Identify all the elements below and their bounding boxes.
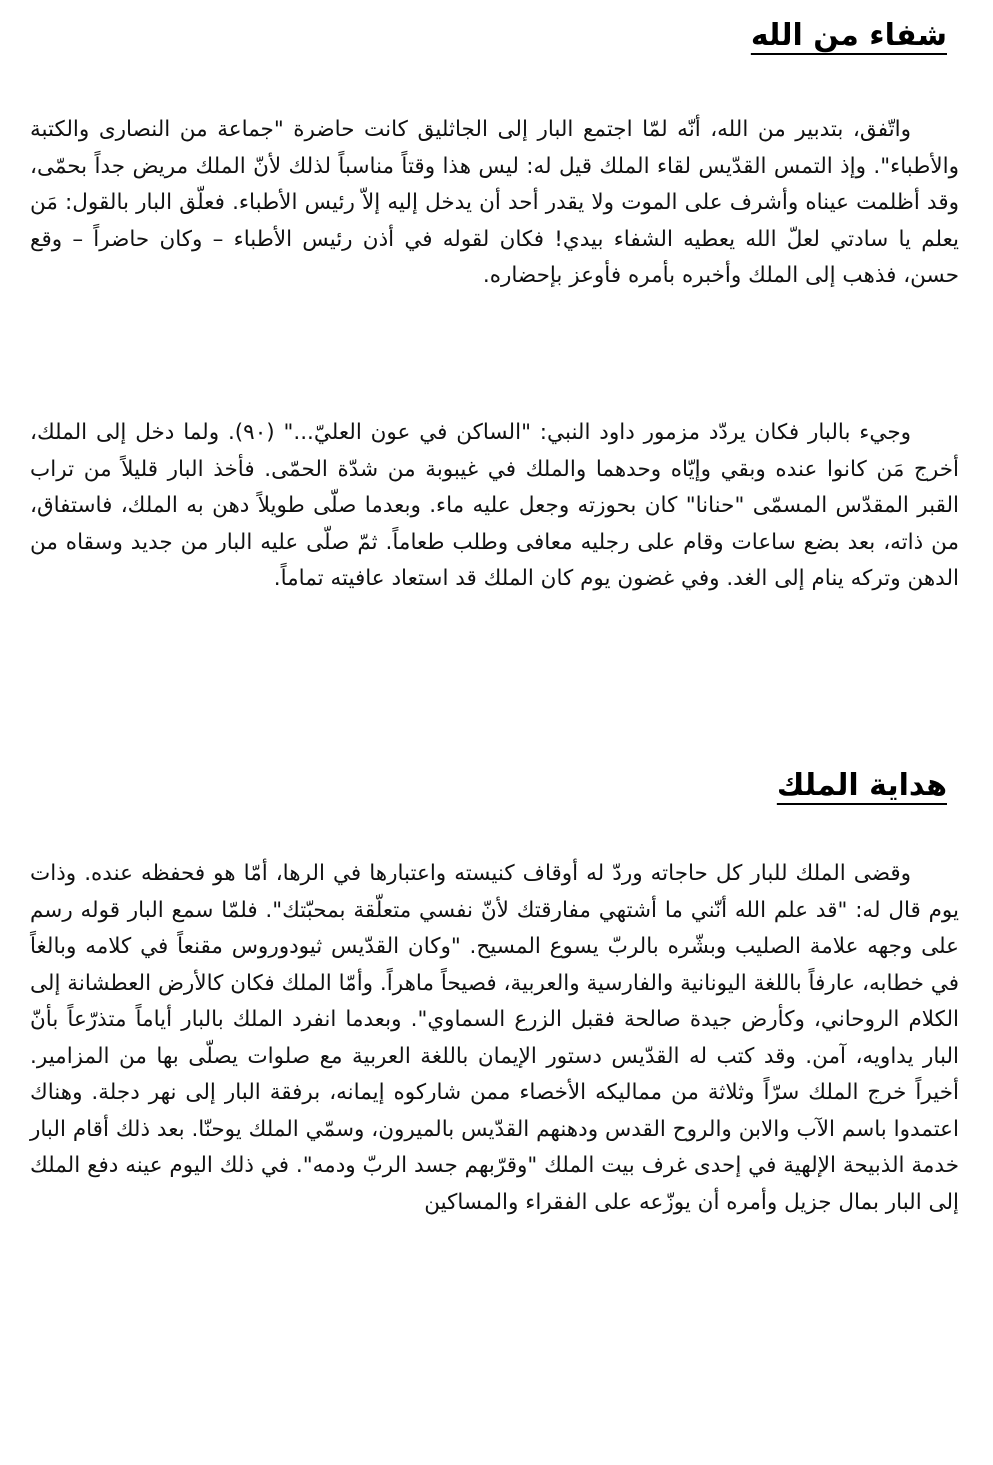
paragraph <box>30 856 959 1221</box>
paragraph <box>30 415 959 598</box>
section-heading: شفاء من الله <box>750 18 947 53</box>
paragraph-text: واتّفق، بتدبير من الله، أنّه لمّا اجتمع البار إلى الجاثليق كانت حاضرة "جماعة من النصارى والكتبة والأطباء". وإذ التمس القدّيس لقاء الملك قيل له: ليس هذا وقتاً مناسباً لذلك لأنّ الملك مريض جداً بحمّى، وقد أظلمت عيناه وأشرف على الموت ولا يقدر أحد أن يدخل إليه إلاّ رئيس الأطباء. فعلّق البار بالقول: مَن يعلم يا سادتي لعلّ الله يعطيه الشفاء بيدي! فكان لقوله في أذن رئيس الأطباء – وكان حاضراً – وقع حسن، فذهب إلى الملك وأخبره بأمره فأوعز بإحضاره. <box>30 117 959 288</box>
paragraph-text: وجيء بالبار فكان يردّد مزمور داود النبي: "الساكن في عون العليّ..." (٩٠). ولما دخل إلى الملك، أخرج مَن كانوا عنده وبقي وإيّاه وحدهما والملك في غيبوبة من شدّة الحمّى. فأخذ البار قليلاً من تراب القبر المقدّس المسمّى "حنانا" كان بحوزته وجعل عليه ماء. وبعدما صلّى طويلاً دهن به الملك، فاستفاق، من ذاته، بعد بضع ساعات وقام على رجليه معافى وطلب طعاماً. ثمّ صلّى عليه البار من جديد وسقاه من الدهن وتركه ينام إلى الغد. وفي غضون يوم كان الملك قد استعاد عافيته تماماً. <box>30 420 959 591</box>
paragraph-text: وقضى الملك للبار كل حاجاته وردّ له أوقاف كنيسته واعتبارها في الرها، أمّا هو فحفظه عنده. وذات يوم قال له: "قد علم الله أنّني ما أشتهي مفارقتك لأنّ نفسي متعلّقة بمحبّتك". فلمّا سمع البار قوله رسم على وجهه علامة الصليب وبشّره بالربّ يسوع المسيح. "وكان القدّيس ثيودوروس مقنعاً في كلامه وبالغاً في خطابه، عارفاً باللغة اليونانية والفارسية والعربية، فصيحاً ماهراً. وأمّا الملك فكان كالأرض العطشانة إلى الكلام الروحاني، وكأرض جيدة صالحة فقبل الزرع السماوي". وبعدما انفرد الملك بالبار أياماً متذرّعاً بأنّ البار يداويه، آمن. وقد كتب له القدّيس دستور الإيمان باللغة العربية مع صلوات يصلّى بها من المزامير. أخيراً خرج الملك سرّاً وثلاثة من مماليكه الأخصاء ممن شاركوه إيمانه، برفقة البار إلى نهر دجلة. وهناك اعتمدوا باسم الآب والابن والروح القدس ودهنهم القدّيس بالميرون، وسمّي الملك يوحنّا. بعد ذلك أقام البار خدمة الذبيحة الإلهية في إحدى غرف بيت الملك "وقرّبهم جسد الربّ ودمه". في ذلك اليوم عينه دفع الملك إلى البار بمال جزيل وأمره أن يوزّعه على الفقراء والمساكين <box>30 861 959 1215</box>
document-page <box>30 0 959 1465</box>
paragraph <box>30 112 959 295</box>
section-heading: هداية الملك <box>776 768 947 803</box>
